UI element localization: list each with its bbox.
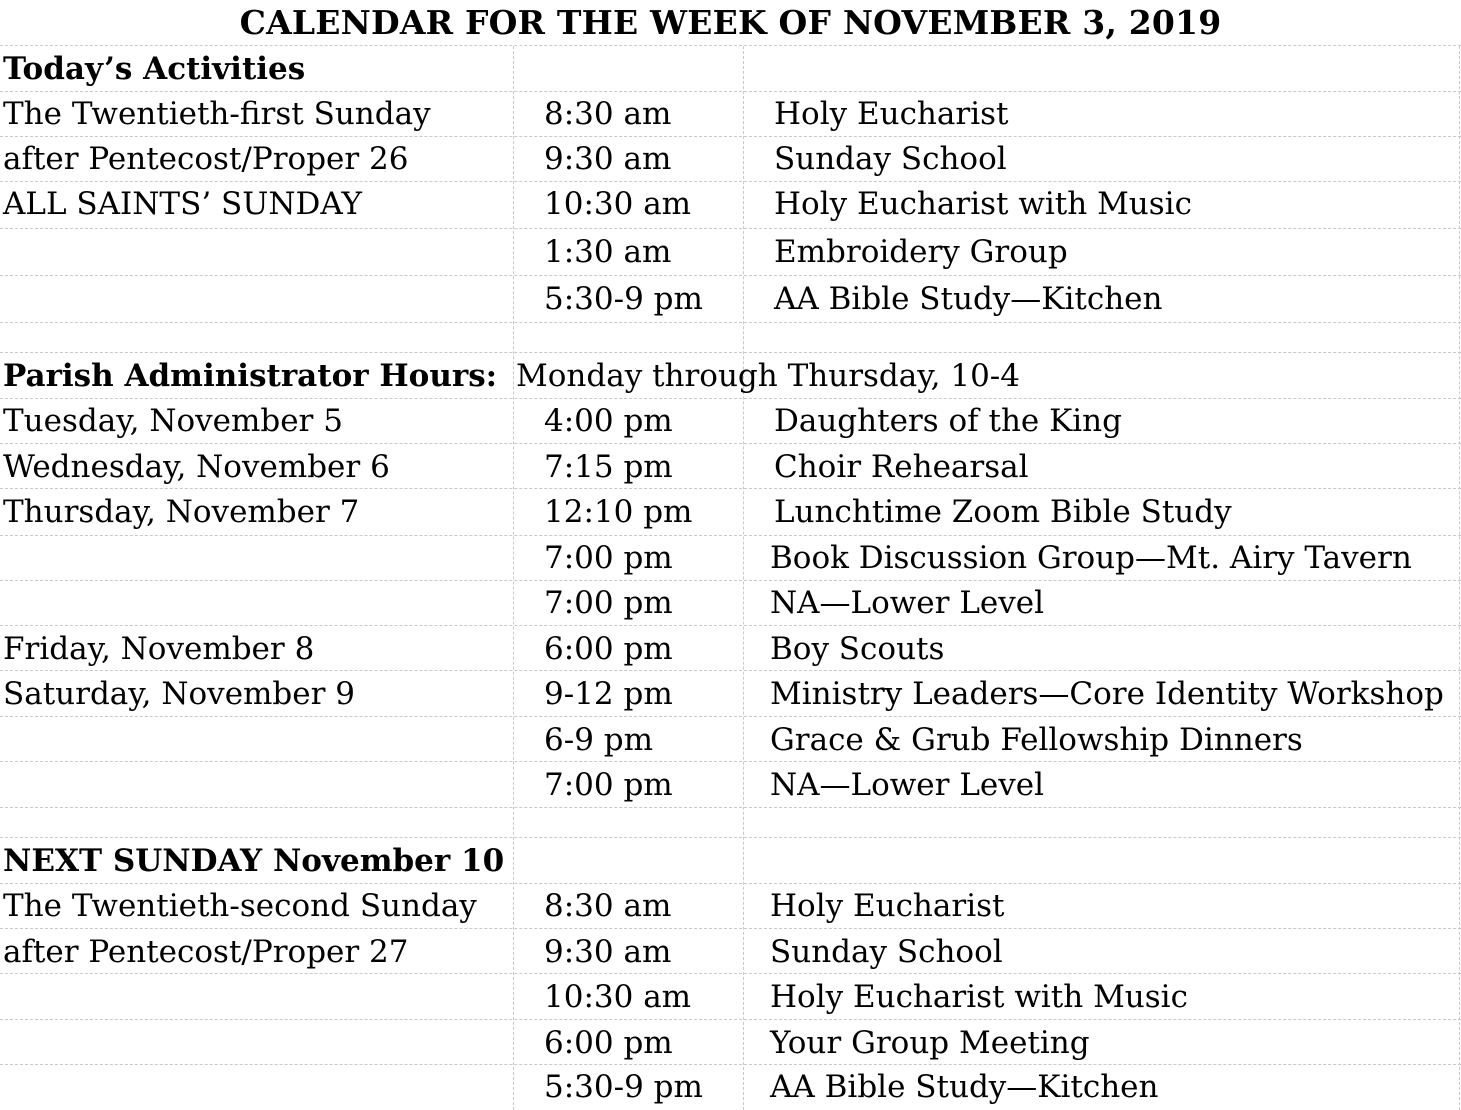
row-time: 6-9 pm xyxy=(544,722,654,758)
table-row xyxy=(0,276,1461,322)
table-row xyxy=(0,717,1461,763)
row-time: 9:30 am xyxy=(544,934,672,970)
row-label: after Pentecost/Proper 26 xyxy=(3,141,409,177)
row-label: ALL SAINTS’ SUNDAY xyxy=(3,186,362,222)
row-event: Lunchtime Zoom Bible Study xyxy=(774,494,1232,530)
table-row xyxy=(0,1020,1461,1066)
table-row xyxy=(0,535,1461,581)
row-event: Holy Eucharist xyxy=(770,888,1005,924)
table-row xyxy=(0,489,1461,535)
row-label: Thursday, November 7 xyxy=(3,494,360,530)
row-event: Ministry Leaders—Core Identity Workshop xyxy=(770,676,1444,712)
row-event: Book Discussion Group—Mt. Airy Tavern xyxy=(770,540,1412,576)
table-row xyxy=(0,444,1461,490)
row-event: Sunday School xyxy=(770,934,1003,970)
row-time: 6:00 pm xyxy=(544,631,673,667)
row-time: 5:30-9 pm xyxy=(544,1069,703,1105)
table-row xyxy=(0,136,1461,182)
row-time: 9:30 am xyxy=(544,141,672,177)
section-heading-admin-hours: Parish Administrator Hours: xyxy=(3,358,498,394)
table-row xyxy=(0,398,1461,444)
row-label: Saturday, November 9 xyxy=(3,676,356,712)
row-event: Grace & Grub Fellowship Dinners xyxy=(770,722,1303,758)
section-heading-today: Today’s Activities xyxy=(3,51,306,87)
row-event: Choir Rehearsal xyxy=(774,449,1029,485)
table-row xyxy=(0,91,1461,137)
row-time: 10:30 am xyxy=(544,979,692,1015)
table-row xyxy=(0,883,1461,929)
row-time: 10:30 am xyxy=(544,186,692,222)
row-time: 12:10 pm xyxy=(544,494,693,530)
row-event: Daughters of the King xyxy=(774,403,1122,439)
row-event: AA Bible Study—Kitchen xyxy=(774,281,1163,317)
row-event: Your Group Meeting xyxy=(770,1025,1090,1061)
section-heading-row xyxy=(0,46,1461,92)
row-label: Wednesday, November 6 xyxy=(3,449,390,485)
section-heading-row xyxy=(0,353,1461,399)
row-event: Holy Eucharist with Music xyxy=(774,186,1192,222)
table-row xyxy=(0,626,1461,672)
section-heading-next-sunday: NEXT SUNDAY November 10 xyxy=(3,843,505,879)
row-label: after Pentecost/Proper 27 xyxy=(3,934,409,970)
row-time: 7:15 pm xyxy=(544,449,673,485)
row-time: 7:00 pm xyxy=(544,585,673,621)
row-event: Sunday School xyxy=(774,141,1007,177)
table-row xyxy=(0,1064,1461,1110)
row-time: 6:00 pm xyxy=(544,1025,673,1061)
row-time: 5:30-9 pm xyxy=(544,281,703,317)
row-time: 1:30 am xyxy=(544,234,672,270)
row-time: 7:00 pm xyxy=(544,540,673,576)
row-time: 8:30 am xyxy=(544,888,672,924)
table-row xyxy=(0,762,1461,808)
table-row xyxy=(0,974,1461,1020)
row-event: AA Bible Study—Kitchen xyxy=(770,1069,1159,1105)
row-time: 4:00 pm xyxy=(544,403,673,439)
row-label: The Twentieth-second Sunday xyxy=(3,888,477,924)
table-row xyxy=(0,929,1461,975)
table-row xyxy=(0,671,1461,717)
gridline xyxy=(0,322,1461,323)
row-event: Boy Scouts xyxy=(770,631,945,667)
row-event: Holy Eucharist with Music xyxy=(770,979,1188,1015)
table-row xyxy=(0,580,1461,626)
row-time: 7:00 pm xyxy=(544,767,673,803)
row-time: 8:30 am xyxy=(544,96,672,132)
table-row xyxy=(0,229,1461,275)
section-heading-row xyxy=(0,838,1461,884)
row-event: Holy Eucharist xyxy=(774,96,1009,132)
row-label: Friday, November 8 xyxy=(3,631,315,667)
row-label: Tuesday, November 5 xyxy=(3,403,343,439)
row-event: NA—Lower Level xyxy=(770,767,1045,803)
admin-hours-value: Monday through Thursday, 10-4 xyxy=(516,358,1021,394)
row-time: 9-12 pm xyxy=(544,676,673,712)
row-label: The Twentieth-first Sunday xyxy=(3,96,431,132)
page-title: CALENDAR FOR THE WEEK OF NOVEMBER 3, 2019 xyxy=(239,3,1222,42)
row-event: Embroidery Group xyxy=(774,234,1068,270)
table-row xyxy=(0,181,1461,227)
row-event: NA—Lower Level xyxy=(770,585,1045,621)
